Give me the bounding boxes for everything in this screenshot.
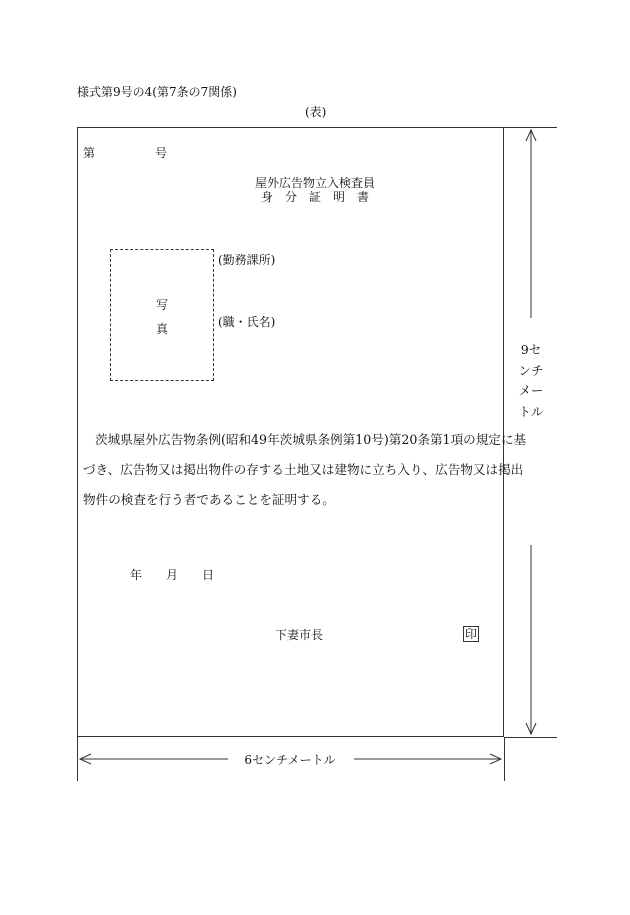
name-label: (職・氏名) xyxy=(218,315,276,329)
office-label: (勤務課所) xyxy=(218,253,276,267)
seal-mark: 印 xyxy=(465,627,478,641)
form-title: 様式第9号の4(第7条の7関係) xyxy=(77,85,237,99)
body-text-line-3: 物件の検査を行う者であることを証明する。 xyxy=(83,492,335,507)
side-label: (表) xyxy=(305,105,327,119)
doc-title-line-2: 身 分 証 明 書 xyxy=(260,190,369,204)
mayor-label: 下妻市長 xyxy=(275,628,324,642)
height-dimension-label: 9センチメートル xyxy=(518,342,544,419)
body-text-line-2: づき、広告物又は掲出物件の存する土地又は建物に立ち入り、広告物又は掲出 xyxy=(83,462,524,477)
photo-label-1: 写 xyxy=(156,298,169,312)
number-prefix: 第 xyxy=(83,146,96,160)
number-suffix: 号 xyxy=(155,146,168,160)
photo-label-2: 真 xyxy=(156,322,169,336)
width-dimension-label: 6センチメートル xyxy=(244,753,336,767)
body-text-line-1: 茨城県屋外広告物条例(昭和49年茨城県条例第10号)第20条第1項の規定に基 xyxy=(95,432,527,447)
date-line: 年 月 日 xyxy=(130,568,215,582)
doc-title-line-1: 屋外広告物立入検査員 xyxy=(254,176,375,190)
